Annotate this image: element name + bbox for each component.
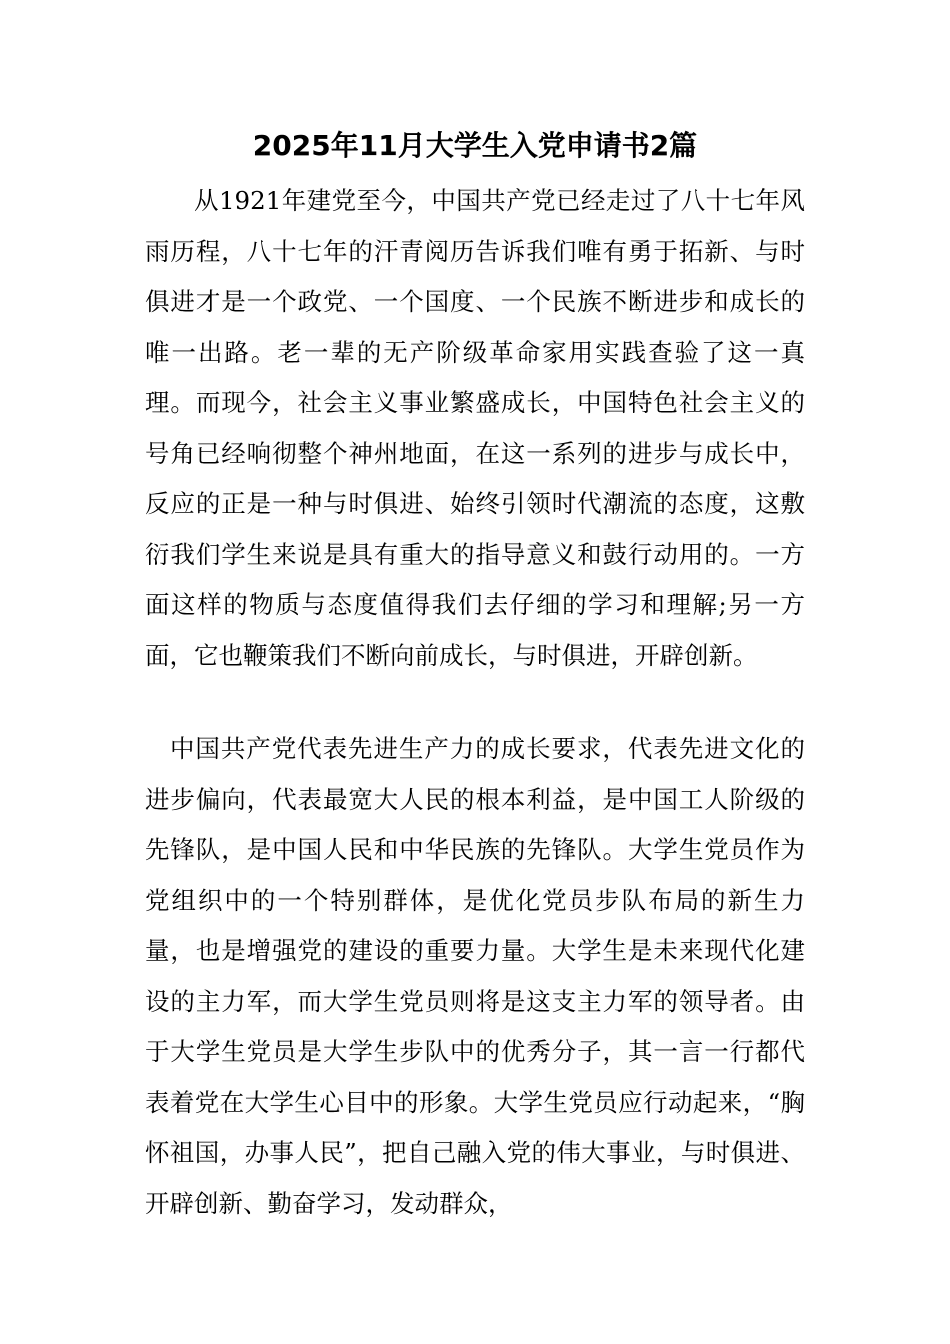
paragraph-2: 中国共产党代表先进生产力的成长要求，代表先进文化的进步偏向，代表最宽大人民的根本利益，是中国工人阶级的先锋队，是中国人民和中华民族的先锋队。大学生党员作为党组织中的一个特别群体，是优化党员步队布局的新生力量，也是增强党的建设的重要力量。大学生是未来现代化建设的主力军，而大学生党员则将是这支主力军的领导者。由于大学生党员是大学生步队中的优秀分子，其一言一行都代表着党在大学生心目中的形象。大学生党员应行动起来，“胸怀祖国，办事人民”，把自己融入党的伟大事业，与时俱进、开辟创新、勤奋学习，发动群众， [145, 734, 805, 1218]
document-title: 2025年11月大学生入党申请书2篇 [252, 129, 698, 162]
paragraph-1: 从1921年建党至今，中国共产党已经走过了八十七年风雨历程，八十七年的汗青阅历告诉我们唯有勇于拓新、与时俱进才是一个政党、一个国度、一个民族不断进步和成长的唯一出路。老一辈的无产阶级革命家用实践查验了这一真理。而现今，社会主义事业繁盛成长，中国特色社会主义的号角已经响彻整个神州地面，在这一系列的进步与成长中，反应的正是一种与时俱进、始终引领时代潮流的态度，这敷衍我们学生来说是具有重大的指导意义和鼓行动用的。一方面这样的物质与态度值得我们去仔细的学习和理解;另一方面，它也鞭策我们不断向前成长，与时俱进，开辟创新。 [145, 186, 805, 670]
